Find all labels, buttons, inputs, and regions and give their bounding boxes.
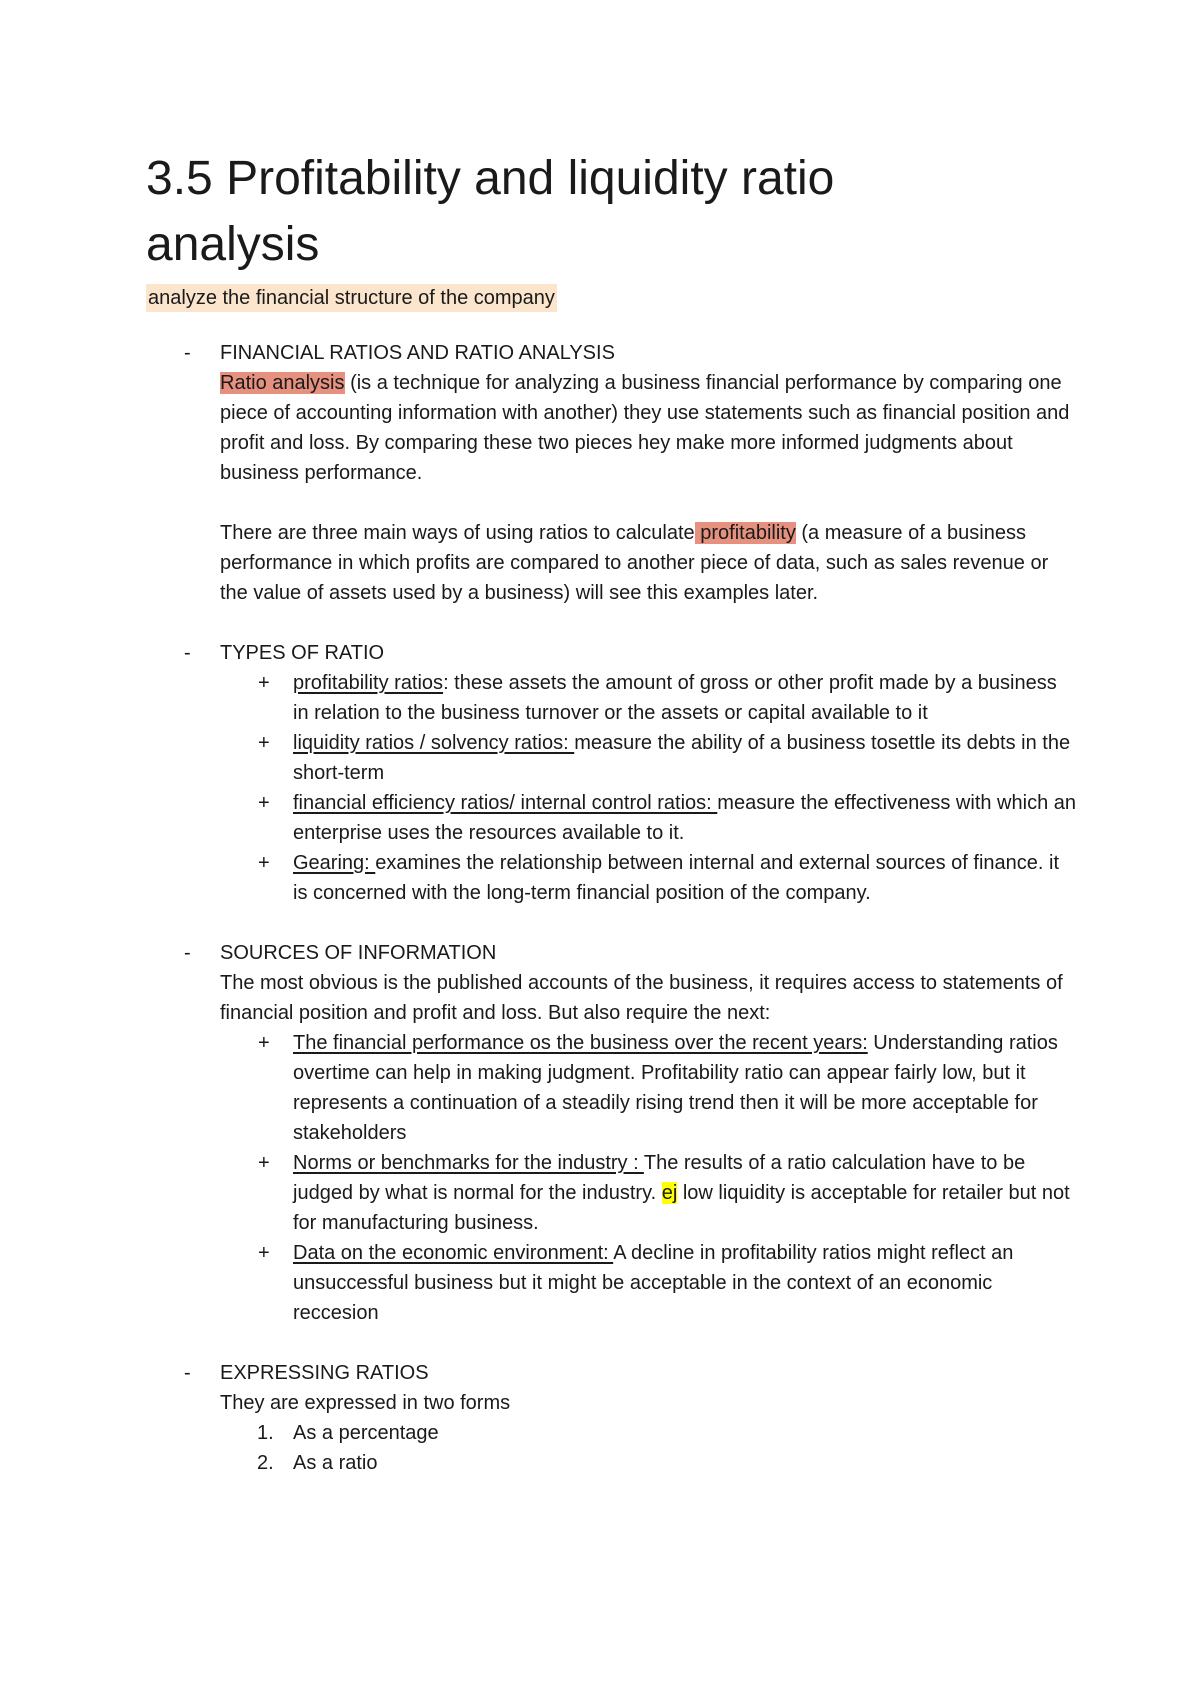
paragraph-text: There are three main ways of using ratios to calculate: [220, 522, 695, 544]
sources-list: [220, 1028, 1076, 1328]
underlined-term: The financial performance os the business over the recent years:: [293, 1032, 868, 1054]
list-item: [220, 1448, 1076, 1478]
dash-bullet: -: [184, 642, 191, 664]
list-item: [220, 1148, 1076, 1238]
item-text: measure the ability of a business tosettle its debts in the short-term: [293, 732, 1071, 784]
forms-list: [220, 1418, 1076, 1478]
item-text: The results of a ratio calculation have to be judged by what is normal for the industry.: [293, 1152, 1026, 1204]
dash-bullet: -: [184, 342, 191, 364]
page-title: 3.5 Profitability and liquidity ratio analysis: [146, 152, 835, 271]
list-item: [220, 1418, 1076, 1448]
underlined-term: Data on the economic environment:: [293, 1242, 614, 1264]
item-text: : these assets the amount of gross or other profit made by a business in relation to the business turnover or the assets or capital available to it: [293, 672, 1057, 724]
plus-bullet: +: [258, 732, 270, 754]
item-text: As a percentage: [293, 1422, 439, 1444]
list-number: 2.: [257, 1452, 274, 1474]
item-text: measure the effectiveness with which an enterprise uses the resources available to it.: [293, 792, 1076, 844]
plus-bullet: +: [258, 1242, 270, 1264]
list-item: [220, 788, 1076, 848]
list-item: [220, 728, 1076, 788]
paragraph-profitability: [220, 518, 1076, 608]
dash-bullet: -: [184, 942, 191, 964]
section-intro: The most obvious is the published accounts of the business, it requires access to statements of financial position and profit and loss. But also require the next:: [220, 972, 1063, 1024]
yellow-highlight: ej: [661, 1182, 678, 1204]
plus-bullet: +: [258, 852, 270, 874]
section-sources-of-information: [184, 938, 1076, 1328]
plus-bullet: +: [258, 792, 270, 814]
highlighted-term: profitability: [694, 522, 796, 544]
underlined-term: liquidity ratios / solvency ratios:: [293, 732, 575, 754]
section-heading: TYPES OF RATIO: [220, 642, 385, 664]
section-heading: SOURCES OF INFORMATION: [220, 942, 497, 964]
plus-bullet: +: [258, 1152, 270, 1174]
underlined-term: profitability ratios: [293, 672, 444, 694]
section-types-of-ratio: [184, 638, 1076, 908]
list-item: [220, 1028, 1076, 1148]
item-text: examines the relationship between internal and external sources of finance. it is concerned with the long-term financial position of the company.: [293, 852, 1060, 904]
paragraph-text: (a measure of a business performance in which profits are compared to another piece of data, such as sales revenue or the value of assets used by a business) will see this examples later.: [220, 522, 1049, 604]
section-expressing-ratios: [184, 1358, 1076, 1478]
plus-bullet: +: [258, 1032, 270, 1054]
item-text: A decline in profitability ratios might reflect an unsuccessful business but it might be acceptable in the context of an economic reccesion: [293, 1242, 1014, 1324]
highlighted-term: Ratio analysis: [220, 372, 345, 394]
item-text: Understanding ratios overtime can help in making judgment. Profitability ratio can appear fairly low, but it represents a continuation of a steadily rising trend then it will be more acceptable for stakeholders: [293, 1032, 1058, 1144]
section-financial-ratios: [184, 338, 1076, 608]
section-heading: FINANCIAL RATIOS AND RATIO ANALYSIS: [220, 342, 615, 364]
section-intro: They are expressed in two forms: [220, 1392, 511, 1414]
item-text: low liquidity is acceptable for retailer but not for manufacturing business.: [293, 1182, 1070, 1234]
paragraph-text: (is a technique for analyzing a business financial performance by comparing one piece of accounting information with another) they use statements such as financial position and profit and loss. By comparing these two pieces hey make more informed judgments about business performance.: [220, 372, 1070, 484]
list-item: [220, 668, 1076, 728]
dash-bullet: -: [184, 1362, 191, 1384]
list-item: [220, 848, 1076, 908]
highlighted-subtitle: analyze the financial structure of the company: [146, 284, 557, 312]
section-heading: EXPRESSING RATIOS: [220, 1362, 429, 1384]
document-content: [146, 146, 1076, 1478]
underlined-term: Gearing:: [293, 852, 376, 874]
ratio-types-list: [220, 668, 1076, 908]
list-item: [220, 1238, 1076, 1328]
plus-bullet: +: [258, 672, 270, 694]
underlined-term: Norms or benchmarks for the industry :: [293, 1152, 644, 1174]
list-number: 1.: [257, 1422, 274, 1444]
paragraph-ratio-analysis: [220, 368, 1076, 488]
item-text: As a ratio: [293, 1452, 378, 1474]
underlined-term: financial efficiency ratios/ internal control ratios:: [293, 792, 718, 814]
